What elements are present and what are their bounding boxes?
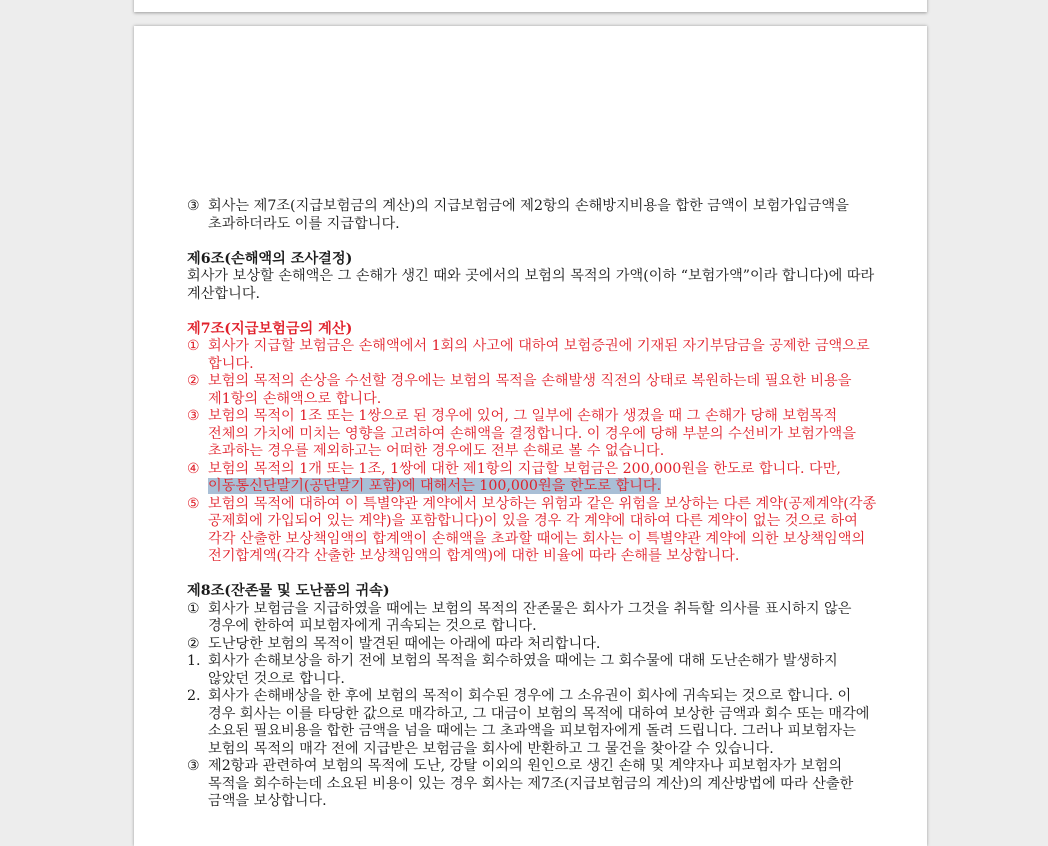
clause-line: 제1항의 손해액으로 합니다. — [208, 390, 382, 407]
article8-subitem2 — [187, 688, 877, 758]
article8-clause2 — [187, 636, 877, 654]
clause-line: 초과하더라도 이를 지급합니다. — [208, 215, 400, 232]
clause-line: 회사는 제7조(지급보험금의 계산)의 지급보험금에 제2항의 손해방지비용을 합한 금액이 보험가입금액을 — [208, 198, 849, 214]
clause-line: 경우 회사는 이를 타당한 값으로 매각하고, 그 대금이 보험의 목적에 대하여 보상한 금액과 회수 또는 매각에 — [208, 705, 870, 722]
article7-clause1 — [187, 338, 877, 373]
clause-line: 회사가 손해보상을 하기 전에 보험의 목적을 회수하였을 때에는 그 회수물에 대해 도난손해가 발생하지 — [208, 653, 838, 669]
article6-heading: 제6조(손해액의 조사결정) — [187, 250, 353, 267]
text-selection-highlight[interactable]: 이동통신단말기(공단말기 포함)에 대해서는 100,000원을 한도로 합니다. — [208, 478, 662, 494]
clause-line: 보험의 목적의 손상을 수선할 경우에는 보험의 목적을 손해발생 직전의 상태로 복원하는데 필요한 비용을 — [208, 373, 852, 389]
clause-marker: ③ — [187, 408, 200, 424]
paragraph-line: 계산합니다. — [187, 285, 261, 302]
article7-clause2 — [187, 373, 877, 408]
article8-heading: 제8조(잔존물 및 도난품의 귀속) — [187, 583, 390, 599]
clause-marker: ⑤ — [187, 495, 200, 512]
clause-marker: ④ — [187, 460, 200, 477]
clause-line: 보험의 목적에 대하여 이 특별약관 계약에서 보상하는 위험과 같은 위험을 보상하는 다른 계약(공제계약(각종 — [208, 495, 877, 512]
page-content — [187, 198, 877, 811]
clause-line: 목적을 회수하는데 소요된 비용이 있는 경우 회사는 제7조(지급보험금의 계산)의 계산방법에 따라 산출한 — [208, 775, 854, 792]
article7-clause3 — [187, 408, 877, 461]
clause-line: 회사가 보험금을 지급하였을 때에는 보험의 목적의 잔존물은 회사가 그것을 취득할 의사를 표시하지 않은 — [208, 600, 852, 617]
document-page — [134, 26, 927, 846]
clause-marker: ① — [187, 600, 200, 617]
clause-line: 각각 산출한 보상책임액의 합계액이 손해액을 초과할 때에는 회사는 이 특별약관 계약에 의한 보상책임액의 — [208, 530, 866, 547]
clause-line: 금액을 보상합니다. — [208, 793, 327, 809]
clause-marker: ③ — [187, 198, 200, 214]
clause-line: 초과하는 경우를 제외하고는 어떠한 경우에도 전부 손해로 볼 수 없습니다. — [208, 443, 665, 459]
clause-line: 보험의 목적의 1개 또는 1조, 1쌍에 대한 제1항의 지급할 보험금은 200,000원을 한도로 합니다. 다만, — [208, 460, 841, 477]
clause-marker: ① — [187, 338, 200, 354]
clause-marker: ② — [187, 373, 200, 389]
clause-marker: ③ — [187, 758, 200, 774]
paragraph-line: 회사가 보상할 손해액은 그 손해가 생긴 때와 곳에서의 보험의 목적의 가액(이하 “보험가액”이라 합니다)에 따라 — [187, 268, 875, 284]
article7-clause5 — [187, 496, 877, 566]
subitem-marker: 2. — [187, 688, 201, 704]
article6-body — [187, 268, 877, 303]
clause-line: 도난당한 보험의 목적이 발견된 때에는 아래에 따라 처리합니다. — [208, 635, 601, 652]
article8-subitem1 — [187, 653, 877, 688]
article7-heading: 제7조(지급보험금의 계산) — [187, 320, 353, 337]
article5-clause3 — [187, 198, 877, 233]
clause-line: 회사가 지급할 보험금은 손해액에서 1회의 사고에 대하여 보험증권에 기재된 자기부담금을 공제한 금액으로 — [208, 338, 870, 354]
article8-clause3 — [187, 758, 877, 811]
clause-line: 공제회에 가입되어 있는 계약)을 포함합니다)이 있을 경우 각 계약에 대하여 다른 계약이 없는 것으로 하여 — [208, 513, 858, 529]
article7-section — [187, 321, 877, 566]
clause-line: 보험의 목적이 1조 또는 1쌍으로 된 경우에 있어, 그 일부에 손해가 생겼을 때 그 손해가 당해 보험목적 — [208, 408, 838, 424]
clause-marker: ② — [187, 635, 200, 652]
subitem-marker: 1. — [187, 653, 201, 669]
clause-line-selected[interactable] — [208, 478, 877, 496]
clause-line: 제2항과 관련하여 보험의 목적에 도난, 강탈 이외의 원인으로 생긴 손해 및 계약자나 피보험자가 보험의 — [208, 758, 843, 774]
clause-line: 회사가 손해배상을 한 후에 보험의 목적이 회수된 경우에 그 소유권이 회사에 귀속되는 것으로 합니다. 이 — [208, 688, 852, 704]
clause-line: 소요된 필요비용을 합한 금액을 넘을 때에는 그 초과액을 피보험자에게 돌려 드립니다. 그러나 피보험자는 — [208, 723, 856, 739]
article8-clause1 — [187, 601, 877, 636]
clause-line: 합니다. — [208, 355, 254, 372]
article7-clause4 — [187, 461, 877, 496]
clause-line: 전기합계액(각각 산출한 보상책임액의 합계액)에 대한 비율에 따라 손해를 보상합니다. — [208, 548, 740, 564]
clause-line: 보험의 목적의 매각 전에 지급받은 보험금을 회사에 반환하고 그 물건을 찾아갈 수 있습니다. — [208, 740, 774, 757]
clause-line: 않았던 것으로 합니다. — [208, 670, 345, 687]
clause-line: 경우에 한하여 피보험자에게 귀속되는 것으로 합니다. — [208, 618, 537, 634]
previous-page — [134, 0, 927, 12]
clause-line: 전체의 가치에 미치는 영향을 고려하여 손해액을 결정합니다. 이 경우에 당해 부분의 수선비가 보험가액을 — [208, 425, 856, 442]
